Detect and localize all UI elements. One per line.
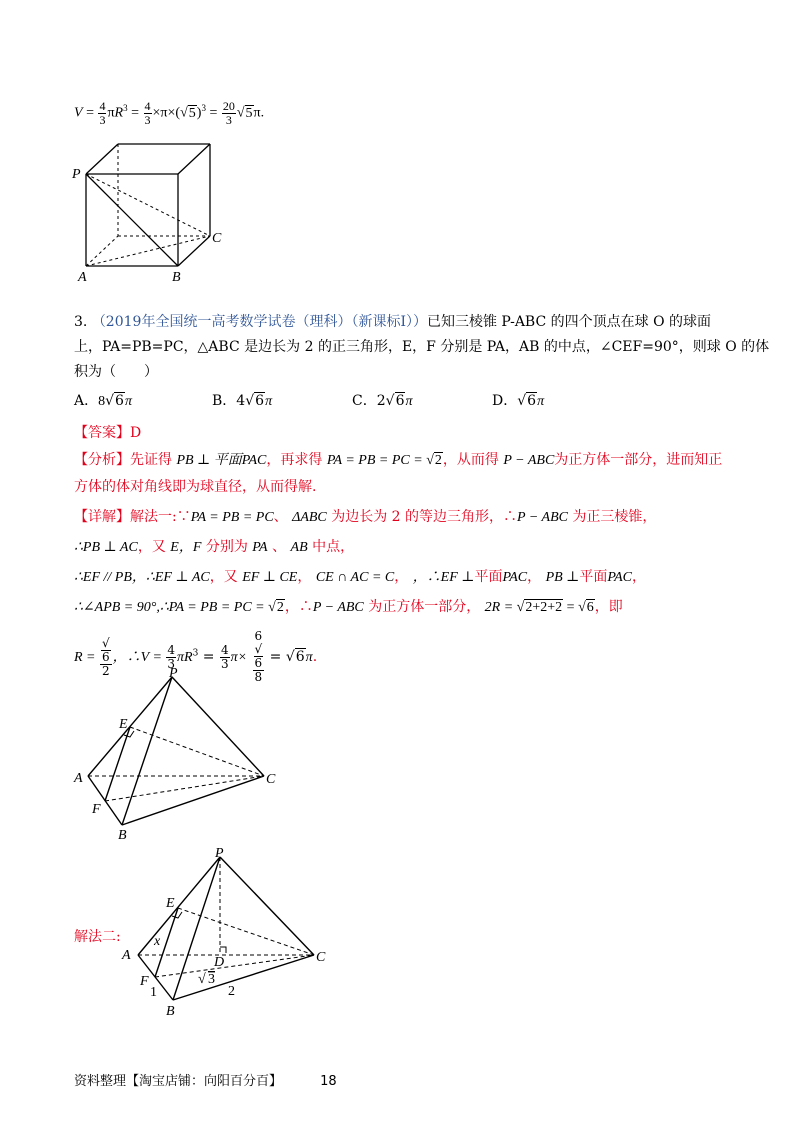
analysis-text: 为正方体一部分，进而知正 bbox=[554, 452, 723, 468]
option-radicand: 6 bbox=[255, 393, 265, 409]
detail-text: ，∴ bbox=[284, 599, 313, 615]
fraction-20-3 bbox=[222, 100, 236, 127]
label-b: B bbox=[166, 1004, 175, 1019]
analysis-text: 先证得 bbox=[130, 452, 172, 468]
label-a: A bbox=[122, 948, 131, 963]
equals: = bbox=[563, 600, 579, 615]
frac-den: 3 bbox=[167, 656, 176, 671]
pi-symbol: π bbox=[537, 394, 545, 409]
sqrt-sum: 2+2+2 bbox=[525, 600, 563, 615]
sqrt-6: 6 bbox=[295, 649, 305, 665]
detail-math: PAC bbox=[502, 570, 528, 585]
option-label: D． bbox=[492, 393, 518, 409]
fraction-6sqrt6-8: 6 √ 6 8 bbox=[254, 629, 263, 684]
detail-text: 平面 bbox=[579, 569, 608, 585]
answer-line: 【答案】D bbox=[74, 425, 142, 441]
cube-diagram bbox=[68, 138, 238, 288]
detail-text: 中点， bbox=[312, 539, 355, 555]
detail-math: ，∴EF ⊥ AC bbox=[131, 570, 210, 585]
analysis-math: PB ⊥ 平面PAC bbox=[176, 453, 267, 468]
label-sqrt-sign: √ bbox=[198, 972, 206, 987]
pi-symbol: π bbox=[124, 394, 132, 409]
detail-text: 平面 bbox=[474, 569, 503, 585]
footer bbox=[74, 1070, 337, 1089]
option-coef: 2 bbox=[376, 393, 386, 409]
radius-symbol: R bbox=[114, 105, 124, 121]
frac-den: 3 bbox=[99, 112, 106, 127]
frac-num: 4 bbox=[220, 642, 229, 657]
equals: = bbox=[198, 649, 219, 665]
method-two-label: 解法二: bbox=[74, 929, 121, 945]
times-symbol: × bbox=[167, 105, 176, 121]
pi-symbol: π bbox=[107, 105, 115, 121]
period: . bbox=[260, 105, 265, 121]
option-b[interactable]: B．4√6π bbox=[212, 393, 273, 409]
detail-math: π× bbox=[230, 650, 248, 665]
analysis-math: P − ABC bbox=[503, 453, 555, 468]
option-coef: 8 bbox=[98, 394, 106, 409]
detail-math: PB ⊥ bbox=[545, 570, 580, 585]
question-source: （2019年全国统一高考数学试卷（理科）（新课标Ⅰ）） bbox=[91, 314, 427, 330]
analysis-math: PA = PB = PC = bbox=[326, 453, 427, 468]
sqrt-6: 6 bbox=[586, 600, 594, 615]
option-a[interactable]: A．8√6π bbox=[74, 393, 132, 409]
label-c: C bbox=[316, 950, 326, 965]
sqrt-2: 2 bbox=[434, 453, 442, 468]
pi-symbol: π bbox=[253, 105, 261, 121]
option-label: A． bbox=[74, 393, 99, 409]
pyramid-diagram-2 bbox=[116, 845, 336, 1020]
detail-text: 解法一:∵ bbox=[130, 509, 191, 525]
detail-math: CE ∩ AC = C bbox=[315, 570, 395, 585]
detail-text: ， bbox=[394, 569, 409, 585]
detail-text: 为正三棱锥， bbox=[572, 509, 657, 525]
question-number: 3. bbox=[74, 314, 88, 330]
detail-math: AB bbox=[290, 540, 308, 555]
detail-math: ∴∠APB = 90°,∴PA = PB = PC = bbox=[74, 600, 269, 615]
detail-math: PA bbox=[252, 540, 268, 555]
label-a: A bbox=[74, 771, 83, 786]
frac-num: 4 bbox=[144, 98, 151, 113]
pi-symbol: π bbox=[405, 394, 413, 409]
detail-math: P − ABC bbox=[312, 600, 364, 615]
label-one: 1 bbox=[150, 985, 157, 1000]
exponent: 3 bbox=[201, 103, 206, 113]
question-line-2: 上，PA=PB=PC，△ABC 是边长为 2 的正三角形，E，F 分别是 PA，AB 的中点，∠CEF=90°，则球 O 的体 bbox=[74, 339, 770, 355]
option-radicand: 6 bbox=[527, 393, 537, 409]
label-d: D bbox=[214, 955, 225, 970]
fraction-sqrt6-2: √ 6 2 bbox=[101, 635, 110, 678]
frac-num: 4 bbox=[167, 642, 176, 657]
detail-math: E，F bbox=[170, 540, 202, 555]
exponent: 3 bbox=[192, 648, 199, 659]
label-f: F bbox=[92, 802, 101, 817]
detail-math: PA = PB = PC bbox=[190, 510, 274, 525]
detail-text: ，即 bbox=[594, 599, 623, 615]
question-text-1: 已知三棱锥 P-ABC 的四个顶点在球 O 的球面 bbox=[426, 314, 712, 330]
sqrt-5: 5 bbox=[188, 105, 196, 121]
detail-math: ∴EF // PB bbox=[74, 570, 132, 585]
frac-den: 2 bbox=[102, 663, 110, 678]
label-f: F bbox=[140, 974, 149, 989]
detail-line-1 bbox=[74, 507, 656, 528]
frac-num-coef: 6 bbox=[254, 629, 263, 643]
label-a: A bbox=[78, 270, 87, 285]
frac-num: 6 bbox=[102, 649, 110, 664]
label-b: B bbox=[172, 270, 181, 285]
period: . bbox=[312, 649, 318, 665]
detail-math: 2R = bbox=[484, 600, 517, 615]
equals: = bbox=[265, 649, 286, 665]
detail-math: EF ⊥ CE bbox=[242, 570, 298, 585]
analysis-tag: 【分析】 bbox=[74, 452, 130, 468]
footer-text: 资料整理【淘宝店铺：向阳百分百】 bbox=[74, 1074, 283, 1089]
analysis-text: ，从而得 bbox=[442, 452, 499, 468]
pyramid-diagram-1 bbox=[68, 665, 298, 845]
detail-math: ΔABC bbox=[292, 510, 327, 525]
option-radicand: 6 bbox=[115, 393, 124, 409]
detail-text: ，又 bbox=[209, 569, 238, 585]
option-radicand: 6 bbox=[395, 393, 405, 409]
analysis-line-2: 方体的体对角线即为球直径，从而得解. bbox=[74, 479, 317, 495]
detail-text: 、 bbox=[272, 539, 287, 555]
label-p: P bbox=[169, 666, 178, 681]
option-label: C． bbox=[352, 393, 377, 409]
frac-num: 4 bbox=[99, 98, 106, 113]
times-symbol: × bbox=[152, 105, 161, 121]
label-p: P bbox=[72, 167, 81, 182]
pi-symbol: π bbox=[305, 650, 313, 665]
frac-num-rad: 6 bbox=[254, 656, 263, 670]
volume-formula: V = $\frac{4}{3}$ $\pi R^3$ = $\frac{4}{3}$ $\times\pi\times(√5)^3$ = $\frac{20}{3}$ √5π. bbox=[74, 98, 265, 127]
detail-line-4: ∴∠APB = 90°,∴PA = PB = PC = √2，∴P − ABC 为正方体一部分， 2R = √2+2+2 = √6，即 bbox=[74, 599, 623, 615]
detail-math: ，∴V = bbox=[112, 650, 166, 665]
label-e: E bbox=[119, 717, 128, 732]
detail-math: P − ABC bbox=[517, 510, 568, 525]
label-b: B bbox=[118, 828, 127, 843]
detail-line-3 bbox=[74, 567, 646, 588]
detail-text: ，又 bbox=[137, 539, 166, 555]
question-line-3: 积为（ ） bbox=[74, 364, 158, 380]
option-c[interactable]: C．2√6π bbox=[352, 393, 413, 409]
detail-text: ， bbox=[527, 569, 542, 585]
option-coef: 4 bbox=[236, 393, 246, 409]
fraction-4-3 bbox=[98, 100, 106, 127]
label-p: P bbox=[215, 846, 224, 861]
label-two: 2 bbox=[228, 984, 235, 999]
detail-tag: 【详解】 bbox=[74, 509, 130, 525]
sqrt-5: 5 bbox=[245, 105, 253, 121]
detail-text: 为边长为 2 的等边三角形，∴ bbox=[331, 509, 518, 525]
pi-symbol: π bbox=[160, 105, 168, 121]
detail-math: R = bbox=[74, 650, 99, 665]
detail-text: 分别为 bbox=[205, 539, 248, 555]
frac-den: 3 bbox=[220, 656, 229, 671]
detail-text: ， bbox=[631, 569, 646, 585]
analysis-text: ，再求得 bbox=[266, 452, 323, 468]
option-d[interactable]: D．√6π bbox=[492, 393, 545, 409]
frac-den: 3 bbox=[144, 112, 151, 127]
analysis-line-1: 【分析】先证得 PB ⊥ 平面PAC，再求得 PA = PB = PC = √2，从而得 P − ABC为正方体一部分，进而知正 bbox=[74, 452, 723, 468]
sqrt-2: 2 bbox=[276, 600, 284, 615]
label-c: C bbox=[266, 772, 276, 787]
detail-math: ，∴EF ⊥ bbox=[412, 570, 475, 585]
frac-num: 20 bbox=[222, 98, 235, 113]
option-label: B． bbox=[212, 393, 237, 409]
detail-text: ， bbox=[297, 569, 312, 585]
detail-line-2 bbox=[74, 537, 354, 558]
detail-math: πR bbox=[177, 650, 193, 665]
page-number: 18 bbox=[320, 1074, 337, 1089]
pi-symbol: π bbox=[265, 394, 273, 409]
frac-den: 3 bbox=[225, 112, 232, 127]
label-sqrt3: 3 bbox=[208, 972, 215, 987]
detail-math: ∴PB ⊥ AC bbox=[74, 540, 138, 555]
label-e: E bbox=[166, 896, 175, 911]
exponent: 3 bbox=[123, 103, 128, 113]
label-x: x bbox=[154, 934, 161, 949]
frac-den: 8 bbox=[254, 670, 263, 684]
question-line-1 bbox=[74, 312, 711, 332]
detail-text: 为正方体一部分， bbox=[368, 599, 481, 615]
formula-v: V bbox=[74, 105, 83, 121]
detail-math: PAC bbox=[607, 570, 632, 585]
detail-text: 、 bbox=[273, 509, 288, 525]
label-c: C bbox=[212, 231, 222, 246]
detail-line-5: R = √ 6 2 ，∴V = $\frac{4}{3}$ $\pi R^3$ = $\frac{4}{3}$ π× 6 √ 6 8 = √6π. bbox=[74, 629, 318, 684]
fraction-4-3-b bbox=[144, 100, 152, 127]
